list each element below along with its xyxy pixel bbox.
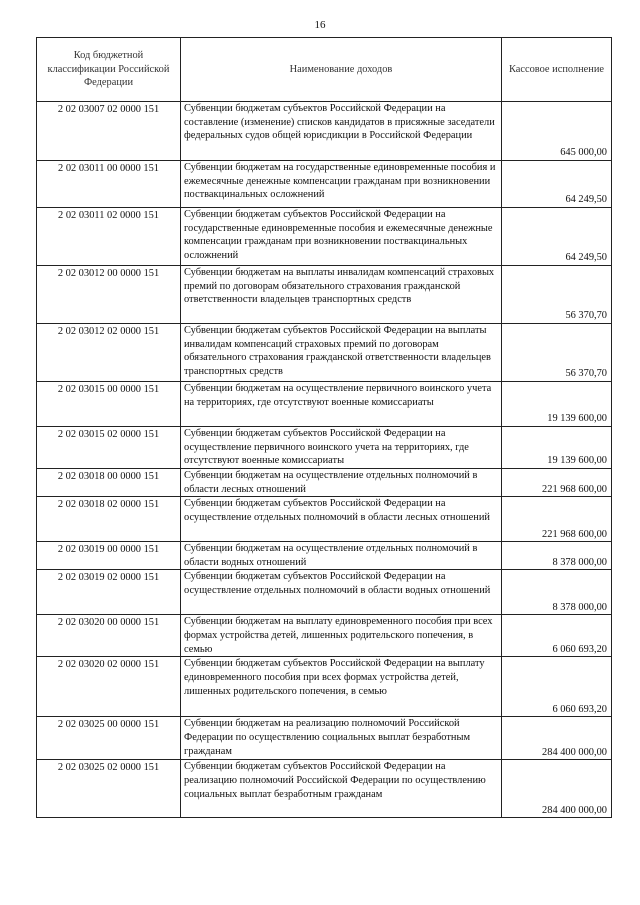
table-row [37, 102, 612, 161]
cash-amount: 56 370,70 [502, 324, 612, 382]
cash-amount: 8 378 000,00 [502, 570, 612, 615]
cash-amount: 19 139 600,00 [502, 427, 612, 469]
revenue-name: Субвенции бюджетам на осуществление первичного воинского учета на территориях, где отсутствуют военные комиссариаты [181, 382, 502, 427]
cash-amount: 19 139 600,00 [502, 382, 612, 427]
table-row [37, 427, 612, 469]
revenue-name: Субвенции бюджетам субъектов Российской Федерации на выплату единовременного пособия при всех формах устройства детей, лишенных родительского попечения, в семью [181, 657, 502, 717]
table-row [37, 542, 612, 570]
cash-amount: 284 400 000,00 [502, 717, 612, 760]
budget-code: 2 02 03011 00 0000 151 [37, 161, 181, 208]
revenue-name: Субвенции бюджетам на выплаты инвалидам компенсаций страховых премий по договорам обязательного страхования гражданской ответственности владельцев транспортных средств [181, 266, 502, 324]
header-name: Наименование доходов [181, 38, 502, 102]
table-row [37, 324, 612, 382]
revenue-name: Субвенции бюджетам субъектов Российской Федерации на составление (изменение) списков кандидатов в присяжные заседатели федеральных судов общей юрисдикции в Российской Федерации [181, 102, 502, 161]
budget-code: 2 02 03012 00 0000 151 [37, 266, 181, 324]
revenue-name: Субвенции бюджетам субъектов Российской Федерации на государственные единовременные пособия и ежемесячные денежные компенсации гражданам при возникновении поствакцинальных осложнений [181, 208, 502, 266]
table-row [37, 161, 612, 208]
cash-amount: 221 968 600,00 [502, 497, 612, 542]
revenue-table [36, 37, 612, 818]
cash-amount: 56 370,70 [502, 266, 612, 324]
header-row [37, 38, 612, 102]
revenue-name: Субвенции бюджетам на осуществление отдельных полномочий в области водных отношений [181, 542, 502, 570]
revenue-name: Субвенции бюджетам субъектов Российской Федерации на осуществление первичного воинского учета на территориях, где отсутствуют военные комиссариаты [181, 427, 502, 469]
budget-code: 2 02 03019 02 0000 151 [37, 570, 181, 615]
header-amount: Кассовое исполнение [502, 38, 612, 102]
budget-code: 2 02 03015 02 0000 151 [37, 427, 181, 469]
cash-amount: 221 968 600,00 [502, 469, 612, 497]
budget-code: 2 02 03025 02 0000 151 [37, 760, 181, 818]
budget-code: 2 02 03007 02 0000 151 [37, 102, 181, 161]
table-row [37, 266, 612, 324]
budget-code: 2 02 03018 02 0000 151 [37, 497, 181, 542]
cash-amount: 6 060 693,20 [502, 615, 612, 657]
revenue-name: Субвенции бюджетам на выплату единовременного пособия при всех формах устройства детей, лишенных родительского попечения, в семью [181, 615, 502, 657]
budget-code: 2 02 03015 00 0000 151 [37, 382, 181, 427]
table-row [37, 382, 612, 427]
budget-code: 2 02 03018 00 0000 151 [37, 469, 181, 497]
budget-code: 2 02 03025 00 0000 151 [37, 717, 181, 760]
cash-amount: 64 249,50 [502, 161, 612, 208]
budget-code: 2 02 03020 02 0000 151 [37, 657, 181, 717]
table-row [37, 208, 612, 266]
cash-amount: 645 000,00 [502, 102, 612, 161]
table-row [37, 497, 612, 542]
cash-amount: 8 378 000,00 [502, 542, 612, 570]
revenue-name: Субвенции бюджетам субъектов Российской Федерации на осуществление отдельных полномочий в области водных отношений [181, 570, 502, 615]
budget-code: 2 02 03019 00 0000 151 [37, 542, 181, 570]
table-row [37, 717, 612, 760]
cash-amount: 64 249,50 [502, 208, 612, 266]
budget-code: 2 02 03012 02 0000 151 [37, 324, 181, 382]
table-row [37, 570, 612, 615]
revenue-name: Субвенции бюджетам субъектов Российской Федерации на реализацию полномочий Российской Федерации по осуществлению социальных выплат безработным гражданам [181, 760, 502, 818]
page-number: 16 [314, 19, 326, 31]
revenue-name: Субвенции бюджетам на реализацию полномочий Российской Федерации по осуществлению социальных выплат безработным гражданам [181, 717, 502, 760]
table-row [37, 469, 612, 497]
cash-amount: 6 060 693,20 [502, 657, 612, 717]
revenue-name: Субвенции бюджетам субъектов Российской Федерации на выплаты инвалидам компенсаций страховых премий по договорам обязательного страхования гражданской ответственности владельцев транспортных средств [181, 324, 502, 382]
revenue-name: Субвенции бюджетам на осуществление отдельных полномочий в области лесных отношений [181, 469, 502, 497]
budget-code: 2 02 03011 02 0000 151 [37, 208, 181, 266]
header-code: Код бюджетной классификации Российской Федерации [37, 38, 181, 102]
revenue-name: Субвенции бюджетам субъектов Российской Федерации на осуществление отдельных полномочий в области лесных отношений [181, 497, 502, 542]
revenue-name: Субвенции бюджетам на государственные единовременные пособия и ежемесячные денежные компенсации гражданам при возникновении поствакцинальных осложнений [181, 161, 502, 208]
table-row [37, 760, 612, 818]
table-row [37, 615, 612, 657]
cash-amount: 284 400 000,00 [502, 760, 612, 818]
budget-code: 2 02 03020 00 0000 151 [37, 615, 181, 657]
table-row [37, 657, 612, 717]
